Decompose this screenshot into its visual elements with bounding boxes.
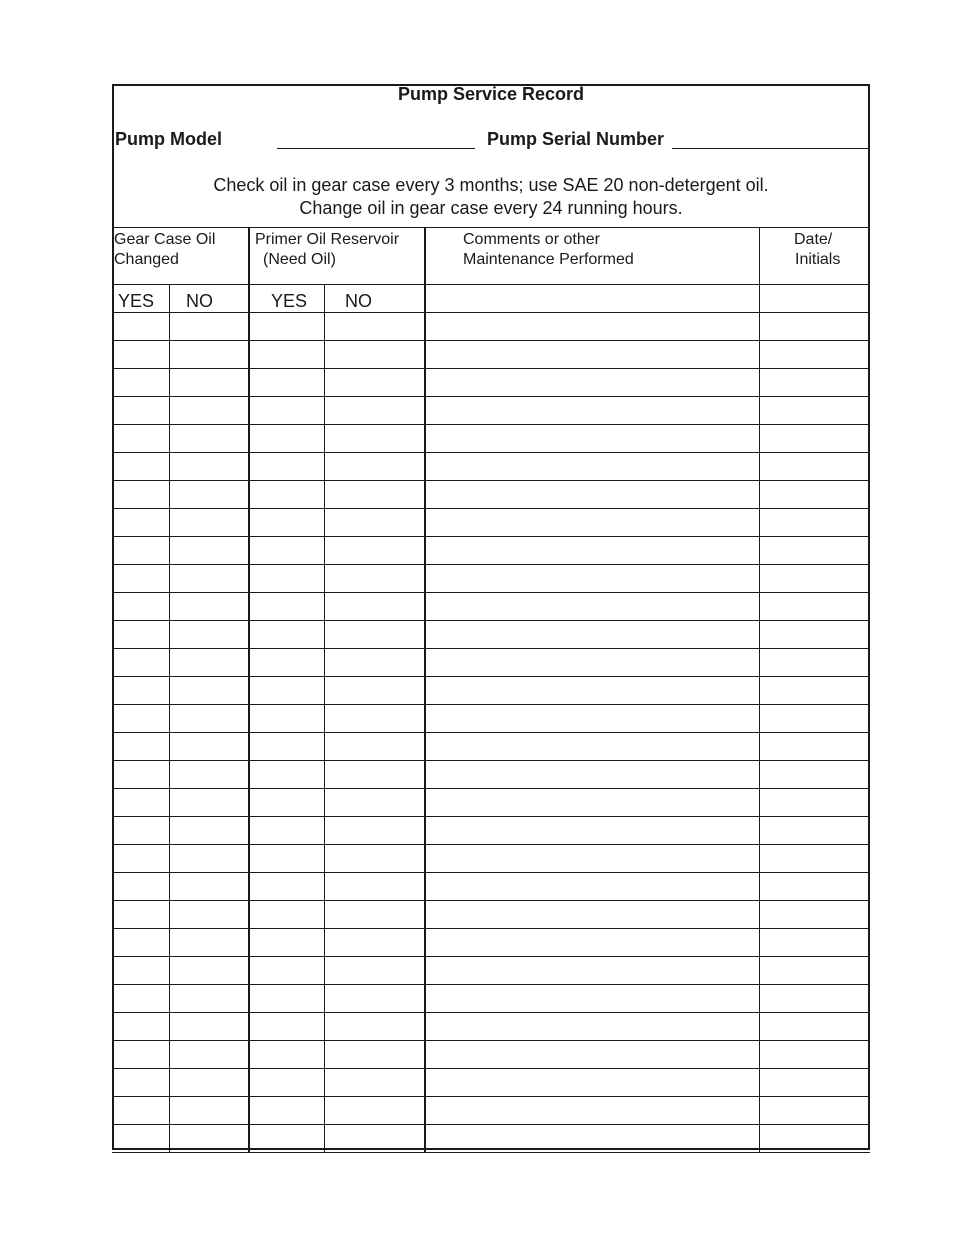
gear-no-cell[interactable] bbox=[170, 593, 248, 620]
comments-cell[interactable] bbox=[426, 565, 759, 592]
gear-no-cell[interactable] bbox=[170, 341, 248, 368]
gear-yes-cell[interactable] bbox=[114, 593, 169, 620]
gear-yes-cell[interactable] bbox=[114, 901, 169, 928]
comments-cell[interactable] bbox=[426, 1097, 759, 1124]
table-row bbox=[114, 845, 868, 872]
table-row bbox=[114, 733, 868, 760]
date-initials-cell[interactable] bbox=[760, 677, 868, 704]
gear-no-cell[interactable] bbox=[170, 705, 248, 732]
primer-no-cell[interactable] bbox=[325, 369, 424, 396]
gear-no-cell[interactable] bbox=[170, 537, 248, 564]
primer-yes-cell[interactable] bbox=[250, 845, 324, 872]
primer-no-cell[interactable] bbox=[325, 733, 424, 760]
table-row bbox=[114, 621, 868, 648]
date-initials-cell[interactable] bbox=[760, 425, 868, 452]
primer-yes-cell[interactable] bbox=[250, 901, 324, 928]
table-row bbox=[114, 313, 868, 340]
primer-no-cell[interactable] bbox=[325, 873, 424, 900]
primer-no-cell[interactable] bbox=[325, 621, 424, 648]
table-row bbox=[114, 985, 868, 1012]
gear-yes-cell[interactable] bbox=[114, 1097, 169, 1124]
header-date-initials bbox=[794, 230, 840, 270]
date-initials-cell[interactable] bbox=[760, 313, 868, 340]
table-row bbox=[114, 425, 868, 452]
gear-no-cell[interactable] bbox=[170, 985, 248, 1012]
primer-no-cell[interactable] bbox=[325, 565, 424, 592]
comments-cell[interactable] bbox=[426, 537, 759, 564]
primer-yes-cell[interactable] bbox=[250, 761, 324, 788]
table-row bbox=[114, 593, 868, 620]
subheader-primer-yes: YES bbox=[271, 291, 308, 311]
table-row bbox=[114, 929, 868, 956]
comments-cell[interactable] bbox=[426, 901, 759, 928]
table-row bbox=[114, 1125, 868, 1152]
primer-no-cell[interactable] bbox=[325, 313, 424, 340]
primer-no-cell[interactable] bbox=[325, 453, 424, 480]
pump-serial-label: Pump Serial Number bbox=[487, 129, 665, 149]
gear-no-cell[interactable] bbox=[170, 481, 248, 508]
date-initials-cell[interactable] bbox=[760, 901, 868, 928]
comments-cell[interactable] bbox=[426, 789, 759, 816]
date-initials-cell[interactable] bbox=[760, 649, 868, 676]
date-initials-cell[interactable] bbox=[760, 929, 868, 956]
primer-yes-cell[interactable] bbox=[250, 789, 324, 816]
primer-no-cell[interactable] bbox=[325, 1069, 424, 1096]
primer-yes-cell[interactable] bbox=[250, 621, 324, 648]
table-row bbox=[114, 817, 868, 844]
header-comments bbox=[463, 230, 634, 270]
gear-yes-cell[interactable] bbox=[114, 509, 169, 536]
table-row bbox=[114, 957, 868, 984]
primer-no-cell[interactable] bbox=[325, 481, 424, 508]
date-initials-cell[interactable] bbox=[760, 1069, 868, 1096]
gear-yes-cell[interactable] bbox=[114, 817, 169, 844]
gear-yes-cell[interactable] bbox=[114, 621, 169, 648]
comments-cell[interactable] bbox=[426, 509, 759, 536]
date-initials-cell[interactable] bbox=[760, 621, 868, 648]
gear-yes-cell[interactable] bbox=[114, 1041, 169, 1068]
gear-yes-cell[interactable] bbox=[114, 929, 169, 956]
gear-no-cell[interactable] bbox=[170, 313, 248, 340]
primer-yes-cell[interactable] bbox=[250, 537, 324, 564]
subheader-gear-no: NO bbox=[186, 291, 213, 311]
gear-yes-cell[interactable] bbox=[114, 873, 169, 900]
comments-cell[interactable] bbox=[426, 425, 759, 452]
gear-no-cell[interactable] bbox=[170, 901, 248, 928]
gear-no-cell[interactable] bbox=[170, 1041, 248, 1068]
date-initials-cell[interactable] bbox=[760, 957, 868, 984]
comments-cell[interactable] bbox=[426, 313, 759, 340]
date-initials-cell[interactable] bbox=[760, 369, 868, 396]
gear-no-cell[interactable] bbox=[170, 649, 248, 676]
pump-serial-input[interactable] bbox=[672, 126, 868, 149]
date-initials-cell[interactable] bbox=[760, 537, 868, 564]
date-initials-cell[interactable] bbox=[760, 1013, 868, 1040]
date-initials-cell[interactable] bbox=[760, 565, 868, 592]
primer-no-cell[interactable] bbox=[325, 1041, 424, 1068]
primer-no-cell[interactable] bbox=[325, 845, 424, 872]
primer-yes-cell[interactable] bbox=[250, 929, 324, 956]
primer-no-cell[interactable] bbox=[325, 341, 424, 368]
date-initials-cell[interactable] bbox=[760, 705, 868, 732]
gear-yes-cell[interactable] bbox=[114, 761, 169, 788]
gear-no-cell[interactable] bbox=[170, 453, 248, 480]
primer-yes-cell[interactable] bbox=[250, 313, 324, 340]
gear-yes-cell[interactable] bbox=[114, 425, 169, 452]
primer-no-cell[interactable] bbox=[325, 677, 424, 704]
primer-no-cell[interactable] bbox=[325, 537, 424, 564]
gear-yes-cell[interactable] bbox=[114, 733, 169, 760]
primer-no-cell[interactable] bbox=[325, 509, 424, 536]
gear-yes-cell[interactable] bbox=[114, 1125, 169, 1152]
primer-no-cell[interactable] bbox=[325, 705, 424, 732]
comments-cell[interactable] bbox=[426, 1041, 759, 1068]
gear-yes-cell[interactable] bbox=[114, 313, 169, 340]
date-initials-cell[interactable] bbox=[760, 453, 868, 480]
date-initials-cell[interactable] bbox=[760, 1125, 868, 1152]
table-row bbox=[114, 537, 868, 564]
gear-yes-cell[interactable] bbox=[114, 481, 169, 508]
primer-yes-cell[interactable] bbox=[250, 481, 324, 508]
primer-no-cell[interactable] bbox=[325, 761, 424, 788]
gear-no-cell[interactable] bbox=[170, 957, 248, 984]
table-row bbox=[114, 341, 868, 368]
primer-no-cell[interactable] bbox=[325, 929, 424, 956]
header-comments-line1: Comments or other bbox=[463, 231, 600, 248]
date-initials-cell[interactable] bbox=[760, 1041, 868, 1068]
comments-cell[interactable] bbox=[426, 1069, 759, 1096]
comments-cell[interactable] bbox=[426, 761, 759, 788]
table-row bbox=[114, 481, 868, 508]
date-initials-cell[interactable] bbox=[760, 789, 868, 816]
comments-cell[interactable] bbox=[426, 845, 759, 872]
comments-cell[interactable] bbox=[426, 733, 759, 760]
gear-yes-cell[interactable] bbox=[114, 537, 169, 564]
pump-model-label: Pump Model bbox=[115, 129, 222, 149]
comments-cell[interactable] bbox=[426, 1125, 759, 1152]
primer-yes-cell[interactable] bbox=[250, 1069, 324, 1096]
primer-yes-cell[interactable] bbox=[250, 705, 324, 732]
comments-cell[interactable] bbox=[426, 453, 759, 480]
pump-model-input[interactable] bbox=[277, 126, 475, 149]
subheader-gear-yes: YES bbox=[118, 291, 155, 311]
primer-yes-cell[interactable] bbox=[250, 425, 324, 452]
gear-yes-cell[interactable] bbox=[114, 565, 169, 592]
primer-no-cell[interactable] bbox=[325, 1125, 424, 1152]
bottom-rule bbox=[112, 1152, 870, 1153]
comments-cell[interactable] bbox=[426, 649, 759, 676]
date-initials-cell[interactable] bbox=[760, 341, 868, 368]
date-initials-cell[interactable] bbox=[760, 845, 868, 872]
date-initials-cell[interactable] bbox=[760, 593, 868, 620]
primer-yes-cell[interactable] bbox=[250, 593, 324, 620]
gear-yes-cell[interactable] bbox=[114, 789, 169, 816]
primer-no-cell[interactable] bbox=[325, 901, 424, 928]
primer-yes-cell[interactable] bbox=[250, 397, 324, 424]
gear-no-cell[interactable] bbox=[170, 845, 248, 872]
primer-yes-cell[interactable] bbox=[250, 649, 324, 676]
comments-cell[interactable] bbox=[426, 677, 759, 704]
primer-yes-cell[interactable] bbox=[250, 509, 324, 536]
primer-yes-cell[interactable] bbox=[250, 733, 324, 760]
primer-no-cell[interactable] bbox=[325, 817, 424, 844]
table-row bbox=[114, 677, 868, 704]
primer-yes-cell[interactable] bbox=[250, 957, 324, 984]
comments-cell[interactable] bbox=[426, 705, 759, 732]
gear-no-cell[interactable] bbox=[170, 1013, 248, 1040]
primer-yes-cell[interactable] bbox=[250, 677, 324, 704]
date-initials-cell[interactable] bbox=[760, 509, 868, 536]
comments-cell[interactable] bbox=[426, 369, 759, 396]
header-divider bbox=[114, 227, 868, 228]
instruction-line-2: Change oil in gear case every 24 running hours. bbox=[299, 198, 683, 218]
table-row bbox=[114, 369, 868, 396]
gear-yes-cell[interactable] bbox=[114, 985, 169, 1012]
date-initials-cell[interactable] bbox=[760, 481, 868, 508]
header-primer-line1: Primer Oil Reservoir bbox=[255, 231, 400, 248]
gear-no-cell[interactable] bbox=[170, 733, 248, 760]
gear-no-cell[interactable] bbox=[170, 1097, 248, 1124]
gear-yes-cell[interactable] bbox=[114, 957, 169, 984]
gear-yes-cell[interactable] bbox=[114, 453, 169, 480]
table-row bbox=[114, 705, 868, 732]
gear-no-cell[interactable] bbox=[170, 677, 248, 704]
date-initials-cell[interactable] bbox=[760, 985, 868, 1012]
comments-cell[interactable] bbox=[426, 481, 759, 508]
header-date-line1: Date/ bbox=[794, 231, 833, 248]
table-row bbox=[114, 901, 868, 928]
comments-cell[interactable] bbox=[426, 985, 759, 1012]
table-row bbox=[114, 1069, 868, 1096]
gear-no-cell[interactable] bbox=[170, 397, 248, 424]
gear-no-cell[interactable] bbox=[170, 1069, 248, 1096]
primer-no-cell[interactable] bbox=[325, 425, 424, 452]
subheader-primer-no: NO bbox=[345, 291, 372, 311]
primer-no-cell[interactable] bbox=[325, 1013, 424, 1040]
gear-yes-cell[interactable] bbox=[114, 1013, 169, 1040]
primer-yes-cell[interactable] bbox=[250, 1013, 324, 1040]
comments-cell[interactable] bbox=[426, 873, 759, 900]
gear-no-cell[interactable] bbox=[170, 425, 248, 452]
primer-no-cell[interactable] bbox=[325, 957, 424, 984]
header-primer-oil bbox=[255, 230, 399, 270]
gear-yes-cell[interactable] bbox=[114, 677, 169, 704]
table-row bbox=[114, 1013, 868, 1040]
primer-yes-cell[interactable] bbox=[250, 985, 324, 1012]
instruction-line-1: Check oil in gear case every 3 months; use SAE 20 non-detergent oil. bbox=[213, 175, 769, 195]
gear-no-cell[interactable] bbox=[170, 621, 248, 648]
primer-yes-cell[interactable] bbox=[250, 873, 324, 900]
primer-yes-cell[interactable] bbox=[250, 369, 324, 396]
table-row bbox=[114, 761, 868, 788]
comments-cell[interactable] bbox=[426, 1013, 759, 1040]
primer-yes-cell[interactable] bbox=[250, 341, 324, 368]
header-date-line2: Initials bbox=[795, 251, 841, 268]
gear-yes-cell[interactable] bbox=[114, 705, 169, 732]
gear-no-cell[interactable] bbox=[170, 369, 248, 396]
table-row bbox=[114, 453, 868, 480]
date-initials-cell[interactable] bbox=[760, 761, 868, 788]
gear-no-cell[interactable] bbox=[170, 761, 248, 788]
header-gear-case-line2: Changed bbox=[114, 251, 179, 268]
primer-yes-cell[interactable] bbox=[250, 817, 324, 844]
table-row bbox=[114, 789, 868, 816]
comments-cell[interactable] bbox=[426, 397, 759, 424]
table-row bbox=[114, 397, 868, 424]
table-row bbox=[114, 509, 868, 536]
primer-yes-cell[interactable] bbox=[250, 453, 324, 480]
gear-no-cell[interactable] bbox=[170, 565, 248, 592]
header-gear-case-line1: Gear Case Oil bbox=[114, 231, 216, 248]
gear-no-cell[interactable] bbox=[170, 1125, 248, 1152]
pump-service-record-form bbox=[112, 84, 870, 1150]
form-title: Pump Service Record bbox=[397, 84, 585, 104]
primer-no-cell[interactable] bbox=[325, 1097, 424, 1124]
comments-cell[interactable] bbox=[426, 341, 759, 368]
gear-yes-cell[interactable] bbox=[114, 1069, 169, 1096]
header-gear-case-oil bbox=[114, 230, 215, 270]
table-row bbox=[114, 565, 868, 592]
table-row bbox=[114, 649, 868, 676]
date-initials-cell[interactable] bbox=[760, 1097, 868, 1124]
date-initials-cell[interactable] bbox=[760, 873, 868, 900]
gear-no-cell[interactable] bbox=[170, 929, 248, 956]
gear-yes-cell[interactable] bbox=[114, 369, 169, 396]
gear-yes-cell[interactable] bbox=[114, 341, 169, 368]
primer-no-cell[interactable] bbox=[325, 985, 424, 1012]
table-row bbox=[114, 873, 868, 900]
date-initials-cell[interactable] bbox=[760, 733, 868, 760]
primer-no-cell[interactable] bbox=[325, 649, 424, 676]
gear-yes-cell[interactable] bbox=[114, 649, 169, 676]
date-initials-cell[interactable] bbox=[760, 397, 868, 424]
primer-yes-cell[interactable] bbox=[250, 1041, 324, 1068]
comments-cell[interactable] bbox=[426, 593, 759, 620]
header-primer-line2: (Need Oil) bbox=[263, 251, 336, 268]
primer-yes-cell[interactable] bbox=[250, 1125, 324, 1152]
table-row bbox=[114, 1041, 868, 1068]
primer-no-cell[interactable] bbox=[325, 593, 424, 620]
header-comments-line2: Maintenance Performed bbox=[463, 251, 634, 268]
gear-no-cell[interactable] bbox=[170, 873, 248, 900]
table-row bbox=[114, 1097, 868, 1124]
gear-no-cell[interactable] bbox=[170, 817, 248, 844]
gear-no-cell[interactable] bbox=[170, 509, 248, 536]
date-initials-cell[interactable] bbox=[760, 817, 868, 844]
gear-yes-cell[interactable] bbox=[114, 845, 169, 872]
comments-cell[interactable] bbox=[426, 957, 759, 984]
comments-cell[interactable] bbox=[426, 621, 759, 648]
primer-no-cell[interactable] bbox=[325, 397, 424, 424]
primer-yes-cell[interactable] bbox=[250, 1097, 324, 1124]
comments-cell[interactable] bbox=[426, 929, 759, 956]
comments-cell[interactable] bbox=[426, 817, 759, 844]
primer-no-cell[interactable] bbox=[325, 789, 424, 816]
gear-yes-cell[interactable] bbox=[114, 397, 169, 424]
primer-yes-cell[interactable] bbox=[250, 565, 324, 592]
subheader-divider bbox=[114, 284, 868, 285]
gear-no-cell[interactable] bbox=[170, 789, 248, 816]
